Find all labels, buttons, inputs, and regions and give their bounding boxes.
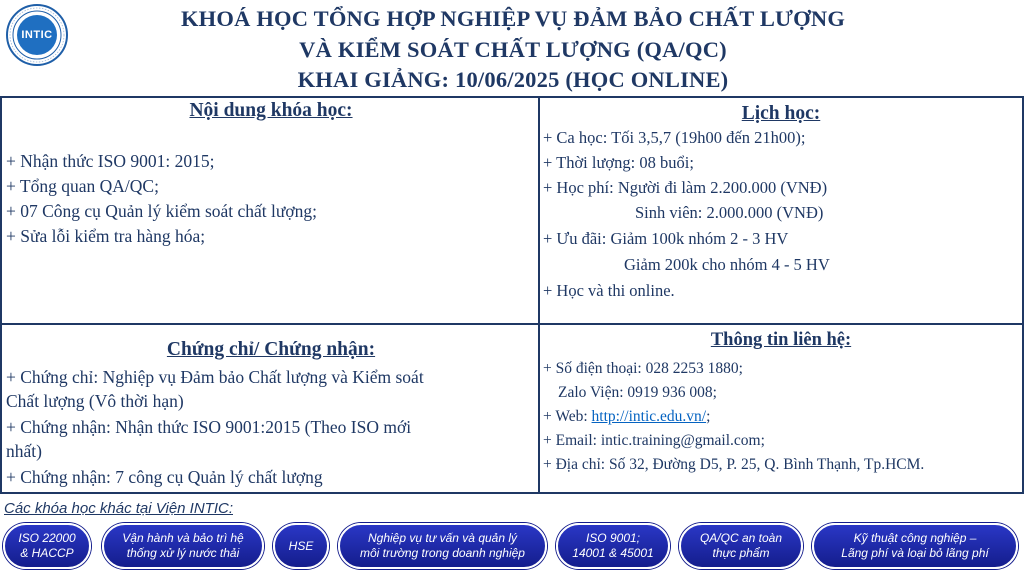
logo-text: INTIC	[21, 29, 53, 41]
page-title-line-3: KHAI GIẢNG: 10/06/2025 (HỌC ONLINE)	[297, 67, 729, 92]
course-badge-industrial-engineering[interactable]	[812, 523, 1018, 569]
course-badge-iso-22000[interactable]	[3, 523, 91, 569]
course-badge-line: Kỹ thuật công nghiệp –	[853, 531, 977, 545]
page-title-line-1: KHOÁ HỌC TỔNG HỢP NGHIỆP VỤ ĐẢM BẢO CHẤT LƯỢNG	[180, 6, 846, 31]
contact-heading: Thông tin liên hệ:	[710, 330, 852, 350]
course-badge-wastewater[interactable]	[102, 523, 264, 569]
certificate-line: + Chứng nhận: 7 công cụ Quản lý chất lượng	[6, 467, 323, 487]
course-badge-line: Nghiệp vụ tư vấn và quản lý	[367, 531, 518, 545]
schedule-line: + Học phí: Người đi làm 2.200.000 (VNĐ)	[543, 178, 828, 197]
certificate-line: + Chứng chỉ: Nghiệp vụ Đảm bảo Chất lượng và Kiểm soát	[6, 367, 424, 387]
content-item: + Sửa lỗi kiểm tra hàng hóa;	[6, 226, 206, 246]
schedule-line: Sinh viên: 2.000.000 (VNĐ)	[635, 203, 824, 222]
course-badge-environment[interactable]	[338, 523, 547, 569]
schedule-line: Giảm 200k cho nhóm 4 - 5 HV	[624, 255, 830, 274]
schedule-line: + Học và thi online.	[543, 281, 675, 300]
contact-address: + Địa chỉ: Số 32, Đường D5, P. 25, Q. Bình Thạnh, Tp.HCM.	[543, 456, 925, 473]
course-badge-qaqc-food[interactable]	[679, 523, 803, 569]
course-badge-line: & HACCP	[20, 546, 74, 560]
course-badge-line: Vận hành và bảo trì hệ	[122, 531, 244, 545]
course-badge-line: 14001 & 45001	[572, 546, 654, 560]
other-courses-title: Các khóa học khác tại Viện INTIC:	[4, 500, 233, 517]
course-badge-line: QA/QC an toàn	[699, 531, 783, 545]
intic-logo	[6, 4, 68, 66]
course-badge-line: môi trường trong doanh nghiệp	[360, 546, 525, 560]
course-badge-line: HSE	[288, 538, 314, 553]
contact-panel	[538, 323, 1024, 494]
website-link[interactable]: http://intic.edu.vn/	[591, 408, 707, 425]
course-badge-line: ISO 22000	[18, 531, 76, 545]
course-badge-iso-9001[interactable]	[556, 523, 670, 569]
schedule-panel	[538, 96, 1024, 325]
schedule-heading: Lịch học:	[741, 103, 821, 124]
content-item: + Tổng quan QA/QC;	[6, 176, 159, 196]
course-badge-line: thống xử lý nước thải	[126, 546, 240, 560]
content-item: + Nhận thức ISO 9001: 2015;	[6, 151, 215, 171]
certificate-line: + Chứng nhận: Nhận thức ISO 9001:2015 (Theo ISO mới	[6, 417, 412, 437]
schedule-line: + Ưu đãi: Giảm 100k nhóm 2 - 3 HV	[543, 229, 789, 248]
contact-phone: + Số điện thoại: 028 2253 1880;	[543, 360, 743, 377]
contact-zalo: Zalo Viện: 0919 936 008;	[558, 384, 717, 401]
schedule-line: + Thời lượng: 08 buổi;	[543, 153, 694, 172]
header	[0, 0, 1024, 96]
course-badge-line: Lãng phí và loại bỏ lãng phí	[841, 546, 989, 560]
content-item: + 07 Công cụ Quản lý kiểm soát chất lượng;	[6, 201, 317, 221]
logo-badge	[17, 15, 57, 55]
course-content-panel	[0, 96, 540, 325]
certificate-line: nhất)	[6, 441, 42, 461]
course-content-heading: Nội dung khóa học:	[189, 100, 353, 121]
contact-web-label: + Web:	[543, 408, 592, 425]
page-title-line-2: VÀ KIỂM SOÁT CHẤT LƯỢNG (QA/QC)	[299, 37, 727, 62]
certificate-line: Chất lượng (Vô thời hạn)	[6, 391, 184, 411]
course-badge-line: ISO 9001;	[585, 531, 641, 545]
course-badge-hse[interactable]	[273, 523, 329, 569]
certificate-heading: Chứng chỉ/ Chứng nhận:	[166, 339, 376, 360]
contact-web-suffix: ;	[706, 408, 711, 425]
course-badge-line: thực phẩm	[712, 546, 770, 560]
contact-email: + Email: intic.training@gmail.com;	[543, 432, 765, 449]
info-grid	[0, 96, 1024, 494]
schedule-line: + Ca học: Tối 3,5,7 (19h00 đến 21h00);	[543, 128, 806, 147]
certificate-panel	[0, 323, 540, 494]
contact-web	[543, 408, 710, 426]
